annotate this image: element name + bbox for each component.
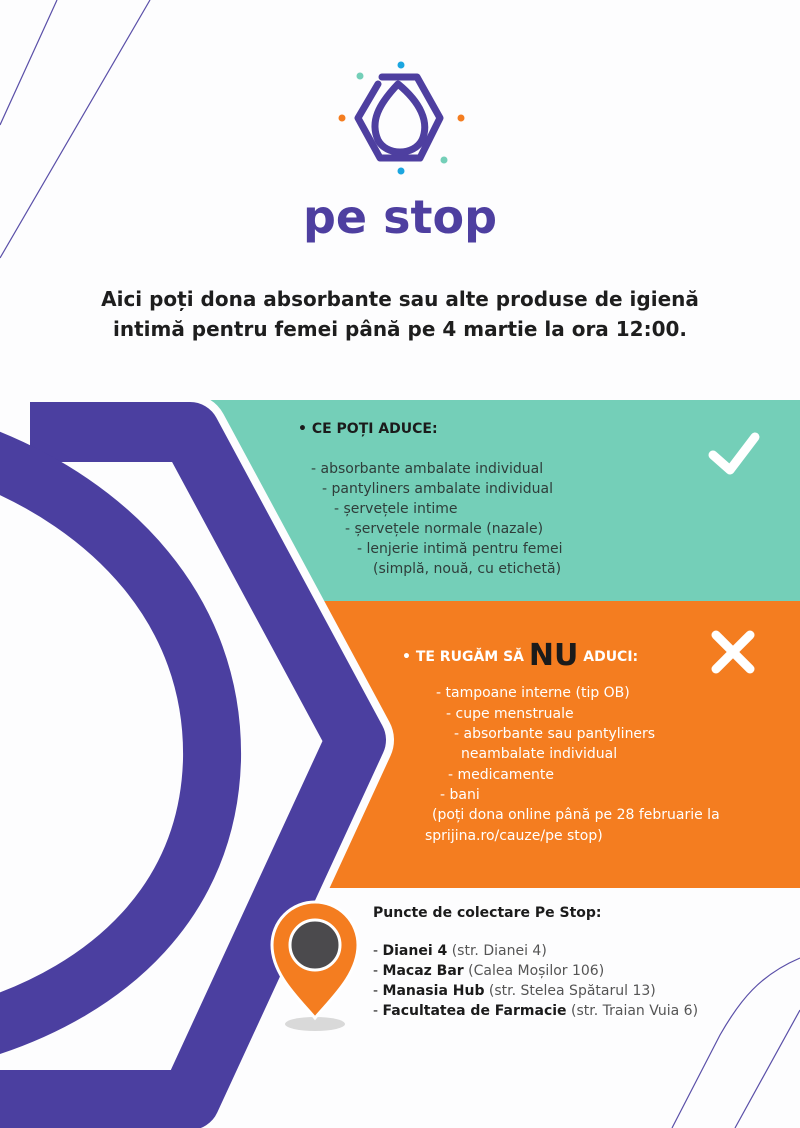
allowed-item: (simplă, nouă, cu etichetă): [373, 561, 562, 577]
point-address: (str. Traian Vuia 6): [571, 1003, 699, 1019]
forbidden-item: (poți dona online până pe 28 februarie la: [432, 807, 720, 823]
collection-point: - Macaz Bar (Calea Moșilor 106): [373, 963, 605, 979]
pe-stop-logo: [339, 62, 465, 175]
decor-line: [735, 1010, 800, 1128]
forbidden-item: - bani: [440, 787, 480, 803]
collection-point: - Manasia Hub (str. Stelea Spătarul 13): [373, 983, 656, 999]
forbidden-item: sprijina.ro/cauze/pe stop): [425, 828, 603, 844]
allowed-item: - lenjerie intimă pentru femei: [357, 541, 563, 557]
point-name: Macaz Bar: [382, 963, 464, 979]
collection-title: Puncte de colectare Pe Stop:: [373, 905, 602, 921]
headline-line: Aici poți dona absorbante sau alte produse de igienă: [101, 287, 699, 311]
point-name: Facultatea de Farmacie: [382, 1003, 567, 1019]
brand-name: pe stop: [302, 190, 498, 244]
allowed-item: - șervețele intime: [334, 501, 458, 517]
forbidden-title-pre: • TE RUGĂM SĂ: [402, 649, 525, 665]
collection-points: [373, 905, 698, 1021]
allowed-title: • CE POȚI ADUCE:: [298, 421, 438, 437]
allowed-item: - șervețele normale (nazale): [345, 521, 544, 537]
allowed-item: - absorbante ambalate individual: [311, 461, 544, 477]
decor-line: [0, 0, 57, 125]
forbidden-item: - cupe menstruale: [446, 706, 574, 722]
point-name: Manasia Hub: [382, 983, 485, 999]
forbidden-item: - tampoane interne (tip OB): [436, 685, 630, 701]
forbidden-item: - medicamente: [448, 767, 555, 783]
point-address: (Calea Moșilor 106): [468, 963, 605, 979]
headline: [40, 284, 760, 344]
forbidden-item: - absorbante sau pantyliners: [454, 726, 656, 742]
forbidden-title-post: ADUCI:: [583, 649, 639, 665]
point-address: (str. Stelea Spătarul 13): [488, 983, 656, 999]
collection-point: - Facultatea de Farmacie (str. Traian Vuia 6): [373, 1003, 699, 1019]
collection-point: - Dianei 4 (str. Dianei 4): [373, 943, 547, 959]
forbidden-item: neambalate individual: [461, 746, 618, 762]
forbidden-title-nu: NU: [528, 638, 579, 673]
headline-line: intimă pentru femei până pe 4 martie la ora 12:00.: [112, 317, 688, 341]
point-address: (str. Dianei 4): [451, 943, 547, 959]
forbidden-title: [402, 638, 638, 673]
point-name: Dianei 4: [382, 943, 448, 959]
allowed-item: - pantyliners ambalate individual: [322, 481, 554, 497]
map-pin-icon: [272, 902, 358, 1031]
